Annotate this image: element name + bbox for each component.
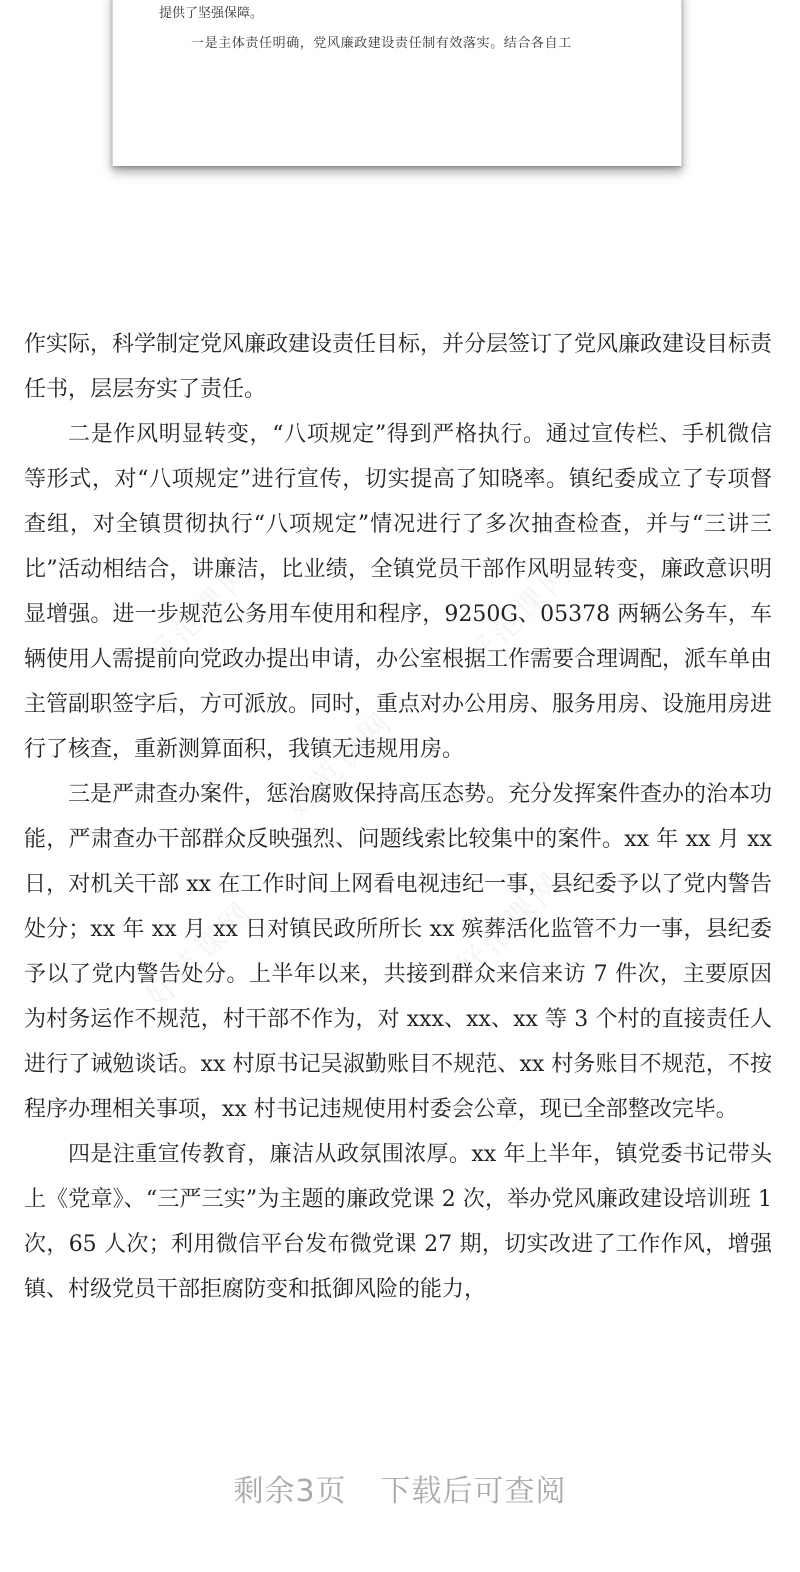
watermark: 好范课网 — [450, 864, 571, 985]
paragraph-work-style: 二是作风明显转变，“八项规定”得到严格执行。通过宣传栏、手机微信等形式，对“八项规定”进行宣传，切实提高了知晓率。镇纪委成立了专项督查组，对全镇贯彻执行“八项规定”情况进行了多次抽查检查，并与“三讲三比”活动相结合，讲廉洁，比业绩，全镇党员干部作风明显转变，廉政意识明显增强。进一步规范公务用车使用和程序，9250G、05378 两辆公务车，车辆使用人需提前向党政办提出申请，办公室根据工作需要合理调配，派车单由主管副职签字后，方可派放。同时，重点对办公用房、服务用房、设施用房进行了核查，重新测算面积，我镇无违规用房。 — [24, 422, 773, 762]
document-body — [24, 322, 772, 1312]
download-hint-label: 下载后可查阅 — [380, 1474, 567, 1509]
paragraph-education: 四是注重宣传教育，廉洁从政氛围浓厚。xx 年上半年，镇党委书记带头上《党章》、“三严三实”为主题的廉政党课 2 次，举办党风廉政建设培训班 1 次，65 人次；利用微信平台发布微党课 27 期，切实改进了工作作风，增强镇、村级党员干部拒腐防变和抵御风险的能力， — [24, 1142, 772, 1302]
preview-line-2: 一是主体责任明确，党风廉政建设责任制有效落实。结合各自工 — [191, 36, 572, 51]
download-prompt[interactable] — [0, 1466, 800, 1510]
preview-line-1: 提供了坚强保障。 — [159, 6, 264, 21]
remaining-pages-label: 剩余3页 — [233, 1474, 347, 1509]
watermark: 好范课网 — [460, 554, 581, 675]
watermark: 好范课网 — [140, 554, 261, 675]
watermark: 好范课网 — [280, 704, 401, 825]
document-preview-card — [112, 0, 682, 166]
paragraph-case-handling: 三是严肃查办案件，惩治腐败保持高压态势。充分发挥案件查办的治本功能，严肃查办干部群众反映强烈、问题线索比较集中的案件。xx 年 xx 月 xx 日，对机关干部 xx 在工作时间上网看电视违纪一事，县纪委予以了党内警告处分；xx 年 xx 月 xx 日对镇民政所所长 xx 殡葬活化监管不力一事，县纪委予以了党内警告处分。上半年以来，共接到群众来信来访 7 件次，主要原因为村务运作不规范，村干部不作为，对 xxx、xx、xx 等 3 个村的直接责任人进行了诫勉谈话。xx 村原书记吴淑勤账目不规范、xx 村务账目不规范，不按程序办理相关事项，xx 村书记违规使用村委会公章，现已全部整改完毕。 — [24, 782, 773, 1122]
watermark: 好范课网 — [140, 894, 261, 1015]
paragraph-continuation: 作实际，科学制定党风廉政建设责任目标，并分层签订了党风廉政建设目标责任书，层层夯实了责任。 — [24, 332, 773, 402]
